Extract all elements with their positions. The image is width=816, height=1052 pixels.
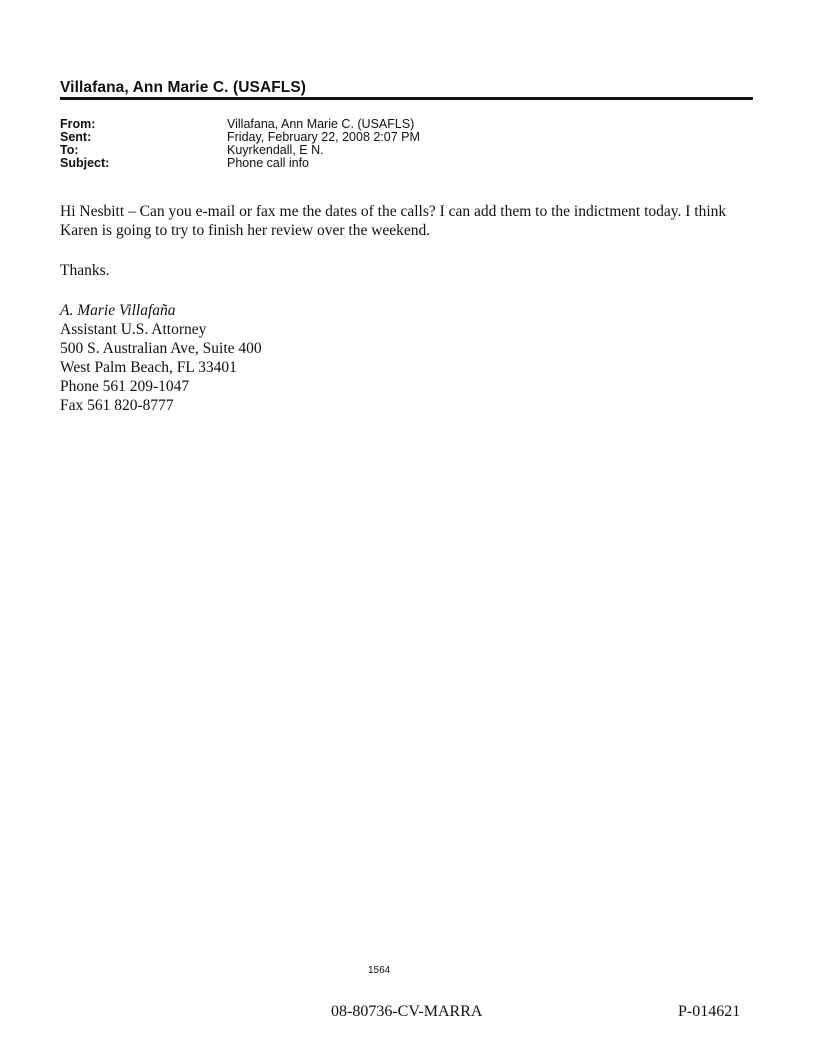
subject-label: Subject: [60, 156, 110, 170]
to-value: Kuyrkendall, E N. [227, 143, 324, 157]
signature-address-line1: 500 S. Australian Ave, Suite 400 [60, 340, 262, 357]
subject-value: Phone call info [227, 156, 310, 170]
closing-text: Thanks. [60, 262, 110, 279]
header-divider [60, 97, 753, 100]
signature-address-line2: West Palm Beach, FL 33401 [60, 359, 237, 376]
from-value: Villafana, Ann Marie C. (USAFLS) [227, 117, 415, 131]
signature-name: A. Marie Villafaña [60, 302, 176, 319]
signature-title: Assistant U.S. Attorney [60, 321, 207, 338]
bates-number: P-014621 [678, 1003, 741, 1020]
to-label: To: [60, 143, 79, 157]
sent-label: Sent: [60, 130, 92, 144]
signature-fax: Fax 561 820-8777 [60, 397, 174, 414]
body-line-2: Karen is going to try to finish her review over the weekend. [60, 222, 431, 239]
sent-value: Friday, February 22, 2008 2:07 PM [227, 130, 420, 144]
email-header-title: Villafana, Ann Marie C. (USAFLS) [60, 79, 307, 96]
from-label: From: [60, 117, 96, 131]
signature-phone: Phone 561 209-1047 [60, 378, 190, 395]
case-number: 08-80736-CV-MARRA [331, 1003, 483, 1020]
body-paragraph [60, 202, 760, 240]
body-line-1: Hi Nesbitt – Can you e-mail or fax me the dates of the calls? I can add them to the indictment today. I think [60, 203, 727, 220]
page-number: 1564 [368, 965, 391, 976]
meta-row-subject [60, 156, 660, 171]
